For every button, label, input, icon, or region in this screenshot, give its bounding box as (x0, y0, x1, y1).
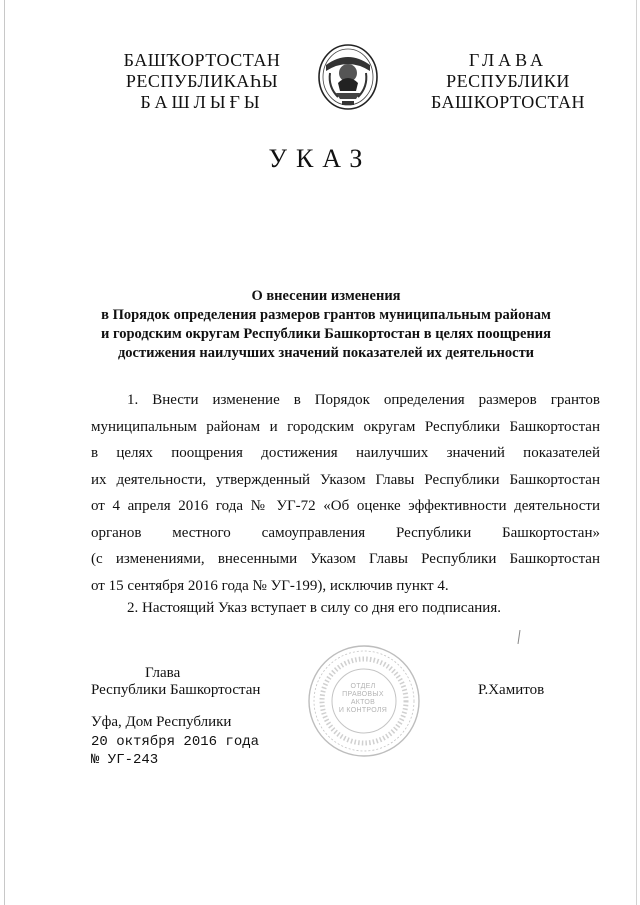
document-type-title: УКАЗ (268, 144, 372, 173)
paragraph-line: муниципальным районам и городским округам Республики Башкортостан (91, 418, 600, 435)
paragraph-line: органов местного самоуправления Республики Башкортостан» (91, 524, 600, 541)
paragraph-line: (с изменениями, внесенными Указом Главы Республики Башкортостан (91, 551, 600, 567)
subject-line: О внесении изменения (251, 288, 401, 304)
subject-line: в Порядок определения размеров грантов муниципальным районам (101, 307, 551, 323)
header-left-line: БАШҠОРТОСТАН (123, 50, 281, 70)
header-left-line: РЕСПУБЛИКАҺЫ (125, 71, 279, 91)
subject-line: достижения наилучших значений показателей их деятельности (117, 345, 535, 361)
scan-edge-right (636, 0, 637, 905)
header-left-line: БАШЛЫҒЫ (140, 92, 264, 112)
header-right-line: ГЛАВА (468, 50, 548, 70)
stamp-center-text (332, 683, 394, 715)
paragraph-line: в целях поощрения достижения наилучших значений показателей (91, 445, 600, 461)
stamp-line: ПРАВОВЫХ АКТОВ (342, 691, 384, 706)
coat-of-arms-emblem (316, 43, 380, 113)
pen-mark (516, 630, 522, 644)
signing-place: Уфа, Дом Республики (91, 714, 232, 730)
paragraph-line: их деятельности, утвержденный Указом Главы Республики Башкортостан (91, 471, 600, 488)
header-russian (420, 50, 596, 113)
header-bashkir (108, 50, 296, 113)
signatory-title-line2: Республики Башкортостан (91, 682, 261, 698)
decree-subject (84, 287, 568, 363)
decree-date: 20 октября 2016 года (91, 734, 260, 750)
paragraph-1 (91, 387, 600, 599)
header-right-line: РЕСПУБЛИКИ (446, 71, 570, 91)
paragraph-line: от 15 сентября 2016 года № УГ-199), исключив пункт 4. (91, 577, 449, 594)
subject-line: и городским округам Республики Башкортостан в целях поощрения (101, 326, 551, 342)
paragraph-line: от 4 апреля 2016 года № УГ-72 «Об оценке эффективности деятельности (91, 498, 600, 514)
stamp-line: И КОНТРОЛЯ (338, 707, 388, 714)
scan-edge-left (4, 0, 5, 905)
decree-number: № УГ-243 (91, 752, 159, 768)
stamp-line: ОТДЕЛ (350, 683, 376, 690)
signatory-title-line1: Глава (145, 665, 181, 681)
paragraph-2: 2. Настоящий Указ вступает в силу со дня его подписания. (127, 600, 501, 616)
paragraph-line: 1. Внести изменение в Порядок определения размеров грантов (127, 392, 600, 408)
header-right-line: БАШКОРТОСТАН (430, 92, 586, 112)
signatory-name: Р.Хамитов (478, 682, 545, 698)
